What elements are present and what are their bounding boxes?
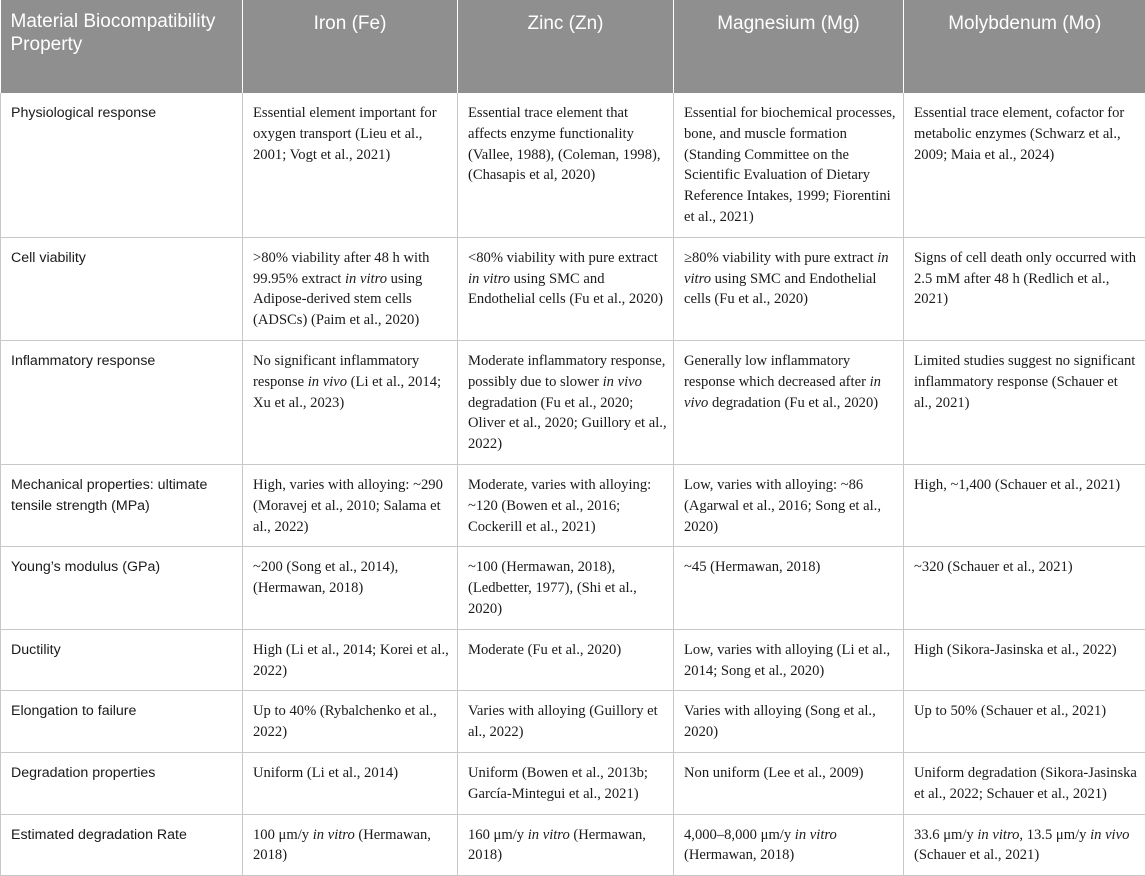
row-property-label: Mechanical properties: ultimate tensile strength (MPa)	[1, 464, 243, 546]
italic-text: in vivo	[1090, 827, 1129, 843]
cell-mg	[674, 237, 904, 340]
cell-text: ~320 (Schauer et al., 2021)	[914, 559, 1073, 575]
cell-mo	[904, 237, 1145, 340]
cell-text: (Hermawan, 2018)	[684, 847, 794, 863]
italic-text: in vivo	[603, 374, 642, 390]
cell-text: High, varies with alloying: ~290 (Moravej et al., 2010; Salama et al., 2022)	[253, 477, 443, 535]
header-iron: Iron (Fe)	[243, 0, 458, 93]
cell-mg	[674, 629, 904, 691]
italic-text: in vitro	[795, 827, 837, 843]
cell-text: Moderate (Fu et al., 2020)	[468, 642, 621, 658]
cell-mg	[674, 691, 904, 753]
cell-zn	[458, 547, 674, 629]
cell-mg	[674, 340, 904, 464]
italic-text: in vitro	[977, 827, 1019, 843]
cell-zn	[458, 464, 674, 546]
cell-mo	[904, 629, 1145, 691]
cell-mo	[904, 547, 1145, 629]
cell-text: <80% viability with pure extract	[468, 250, 658, 266]
cell-fe	[243, 752, 458, 814]
cell-text: using Adipose-derived stem cells (ADSCs) (Paim et al., 2020)	[253, 271, 422, 329]
table-row	[1, 237, 1145, 340]
cell-text: (Li et al., 2014; Xu et al., 2023)	[253, 374, 441, 411]
cell-text: 100 μm/y	[253, 827, 313, 843]
cell-fe	[243, 629, 458, 691]
cell-text: Signs of cell death only occurred with 2.5 mM after 48 h (Redlich et al., 2021)	[914, 250, 1136, 308]
cell-mg	[674, 547, 904, 629]
cell-mo	[904, 93, 1145, 237]
header-property: Material Biocompatibility Property	[1, 0, 243, 93]
cell-text: Uniform degradation (Sikora-Jasinska et al., 2022; Schauer et al., 2021)	[914, 765, 1137, 802]
row-property-label: Elongation to failure	[1, 691, 243, 753]
cell-text: , 13.5 μm/y	[1019, 827, 1090, 843]
header-zinc: Zinc (Zn)	[458, 0, 674, 93]
cell-text: High, ~1,400 (Schauer et al., 2021)	[914, 477, 1120, 493]
table-row	[1, 93, 1145, 237]
cell-text: Essential trace element that affects enzyme functionality (Vallee, 1988), (Coleman, 1998), (Chasapis et al, 2020)	[468, 105, 661, 183]
row-property-label: Degradation properties	[1, 752, 243, 814]
cell-zn	[458, 629, 674, 691]
italic-text: in vivo	[308, 374, 347, 390]
table-row	[1, 691, 1145, 753]
cell-mg	[674, 93, 904, 237]
cell-text: using SMC and Endothelial cells (Fu et al., 2020)	[684, 271, 876, 308]
cell-text: Essential for biochemical processes, bone, and muscle formation (Standing Committee on the Scientific Evaluation of Dietary Reference Intakes, 1999; Fiorentini et al., 2021)	[684, 105, 896, 225]
italic-text: in vitro	[345, 271, 387, 287]
cell-fe	[243, 237, 458, 340]
cell-zn	[458, 237, 674, 340]
cell-fe	[243, 547, 458, 629]
cell-text: Essential trace element, cofactor for metabolic enzymes (Schwarz et al., 2009; Maia et al., 2024)	[914, 105, 1124, 163]
row-property-label: Inflammatory response	[1, 340, 243, 464]
cell-text: Non uniform (Lee et al., 2009)	[684, 765, 864, 781]
row-property-label: Cell viability	[1, 237, 243, 340]
row-property-label: Ductility	[1, 629, 243, 691]
table-header	[1, 0, 1145, 93]
table-row	[1, 629, 1145, 691]
cell-mo	[904, 814, 1145, 876]
cell-text: Limited studies suggest no significant inflammatory response (Schauer et al., 2021)	[914, 353, 1135, 411]
cell-text: ~45 (Hermawan, 2018)	[684, 559, 820, 575]
cell-text: using SMC and Endothelial cells (Fu et al., 2020)	[468, 271, 663, 308]
cell-text: 160 μm/y	[468, 827, 528, 843]
cell-text: Generally low inflammatory response which decreased after	[684, 353, 870, 390]
table-row	[1, 464, 1145, 546]
row-property-label: Physiological response	[1, 93, 243, 237]
cell-fe	[243, 93, 458, 237]
cell-zn	[458, 691, 674, 753]
row-property-label: Estimated degradation Rate	[1, 814, 243, 876]
cell-zn	[458, 340, 674, 464]
cell-text: (Hermawan, 2018)	[468, 827, 646, 864]
cell-fe	[243, 340, 458, 464]
table-body	[1, 93, 1145, 876]
header-row	[1, 0, 1145, 93]
cell-text: Varies with alloying (Song et al., 2020)	[684, 703, 876, 740]
cell-text: Low, varies with alloying: ~86 (Agarwal et al., 2016; Song et al., 2020)	[684, 477, 881, 535]
cell-text: degradation (Fu et al., 2020)	[708, 395, 878, 411]
italic-text: in vitro	[528, 827, 570, 843]
cell-zn	[458, 814, 674, 876]
cell-text: >80% viability after 48 h with 99.95% extract	[253, 250, 429, 287]
cell-text: No significant inflammatory response	[253, 353, 419, 390]
cell-zn	[458, 93, 674, 237]
cell-text: ~200 (Song et al., 2014), (Hermawan, 2018)	[253, 559, 398, 596]
table-row	[1, 340, 1145, 464]
cell-fe	[243, 691, 458, 753]
cell-zn	[458, 752, 674, 814]
table-row	[1, 752, 1145, 814]
cell-text: Moderate, varies with alloying: ~120 (Bowen et al., 2016; Cockerill et al., 2021)	[468, 477, 651, 535]
cell-mo	[904, 691, 1145, 753]
cell-mo	[904, 464, 1145, 546]
row-property-label: Young’s modulus (GPa)	[1, 547, 243, 629]
table-row	[1, 547, 1145, 629]
header-molybdenum: Molybdenum (Mo)	[904, 0, 1145, 93]
cell-text: 4,000–8,000 μm/y	[684, 827, 795, 843]
cell-text: Low, varies with alloying (Li et al., 2014; Song et al., 2020)	[684, 642, 890, 679]
cell-mo	[904, 340, 1145, 464]
cell-text: (Schauer et al., 2021)	[914, 847, 1039, 863]
cell-fe	[243, 464, 458, 546]
cell-text: Varies with alloying (Guillory et al., 2022)	[468, 703, 658, 740]
cell-mg	[674, 464, 904, 546]
cell-text: Moderate inflammatory response, possibly due to slower	[468, 353, 665, 390]
cell-text: High (Li et al., 2014; Korei et al., 2022)	[253, 642, 449, 679]
table-row	[1, 814, 1145, 876]
cell-text: Up to 40% (Rybalchenko et al., 2022)	[253, 703, 437, 740]
cell-text: (Hermawan, 2018)	[253, 827, 431, 864]
cell-text: High (Sikora-Jasinska et al., 2022)	[914, 642, 1117, 658]
cell-text: Up to 50% (Schauer et al., 2021)	[914, 703, 1106, 719]
cell-mo	[904, 752, 1145, 814]
cell-mg	[674, 814, 904, 876]
cell-text: ≥80% viability with pure extract	[684, 250, 877, 266]
header-magnesium: Magnesium (Mg)	[674, 0, 904, 93]
cell-text: 33.6 μm/y	[914, 827, 977, 843]
cell-text: Uniform (Li et al., 2014)	[253, 765, 398, 781]
italic-text: in vitro	[684, 250, 889, 287]
italic-text: in vitro	[313, 827, 355, 843]
cell-fe	[243, 814, 458, 876]
italic-text: in vivo	[684, 374, 881, 411]
cell-text: degradation (Fu et al., 2020; Oliver et al., 2020; Guillory et al., 2022)	[468, 395, 667, 453]
cell-text: ~100 (Hermawan, 2018), (Ledbetter, 1977), (Shi et al., 2020)	[468, 559, 637, 617]
cell-text: Essential element important for oxygen transport (Lieu et al., 2001; Vogt et al., 2021)	[253, 105, 437, 163]
cell-text: Uniform (Bowen et al., 2013b; García-Mintegui et al., 2021)	[468, 765, 648, 802]
cell-mg	[674, 752, 904, 814]
italic-text: in vitro	[468, 271, 510, 287]
